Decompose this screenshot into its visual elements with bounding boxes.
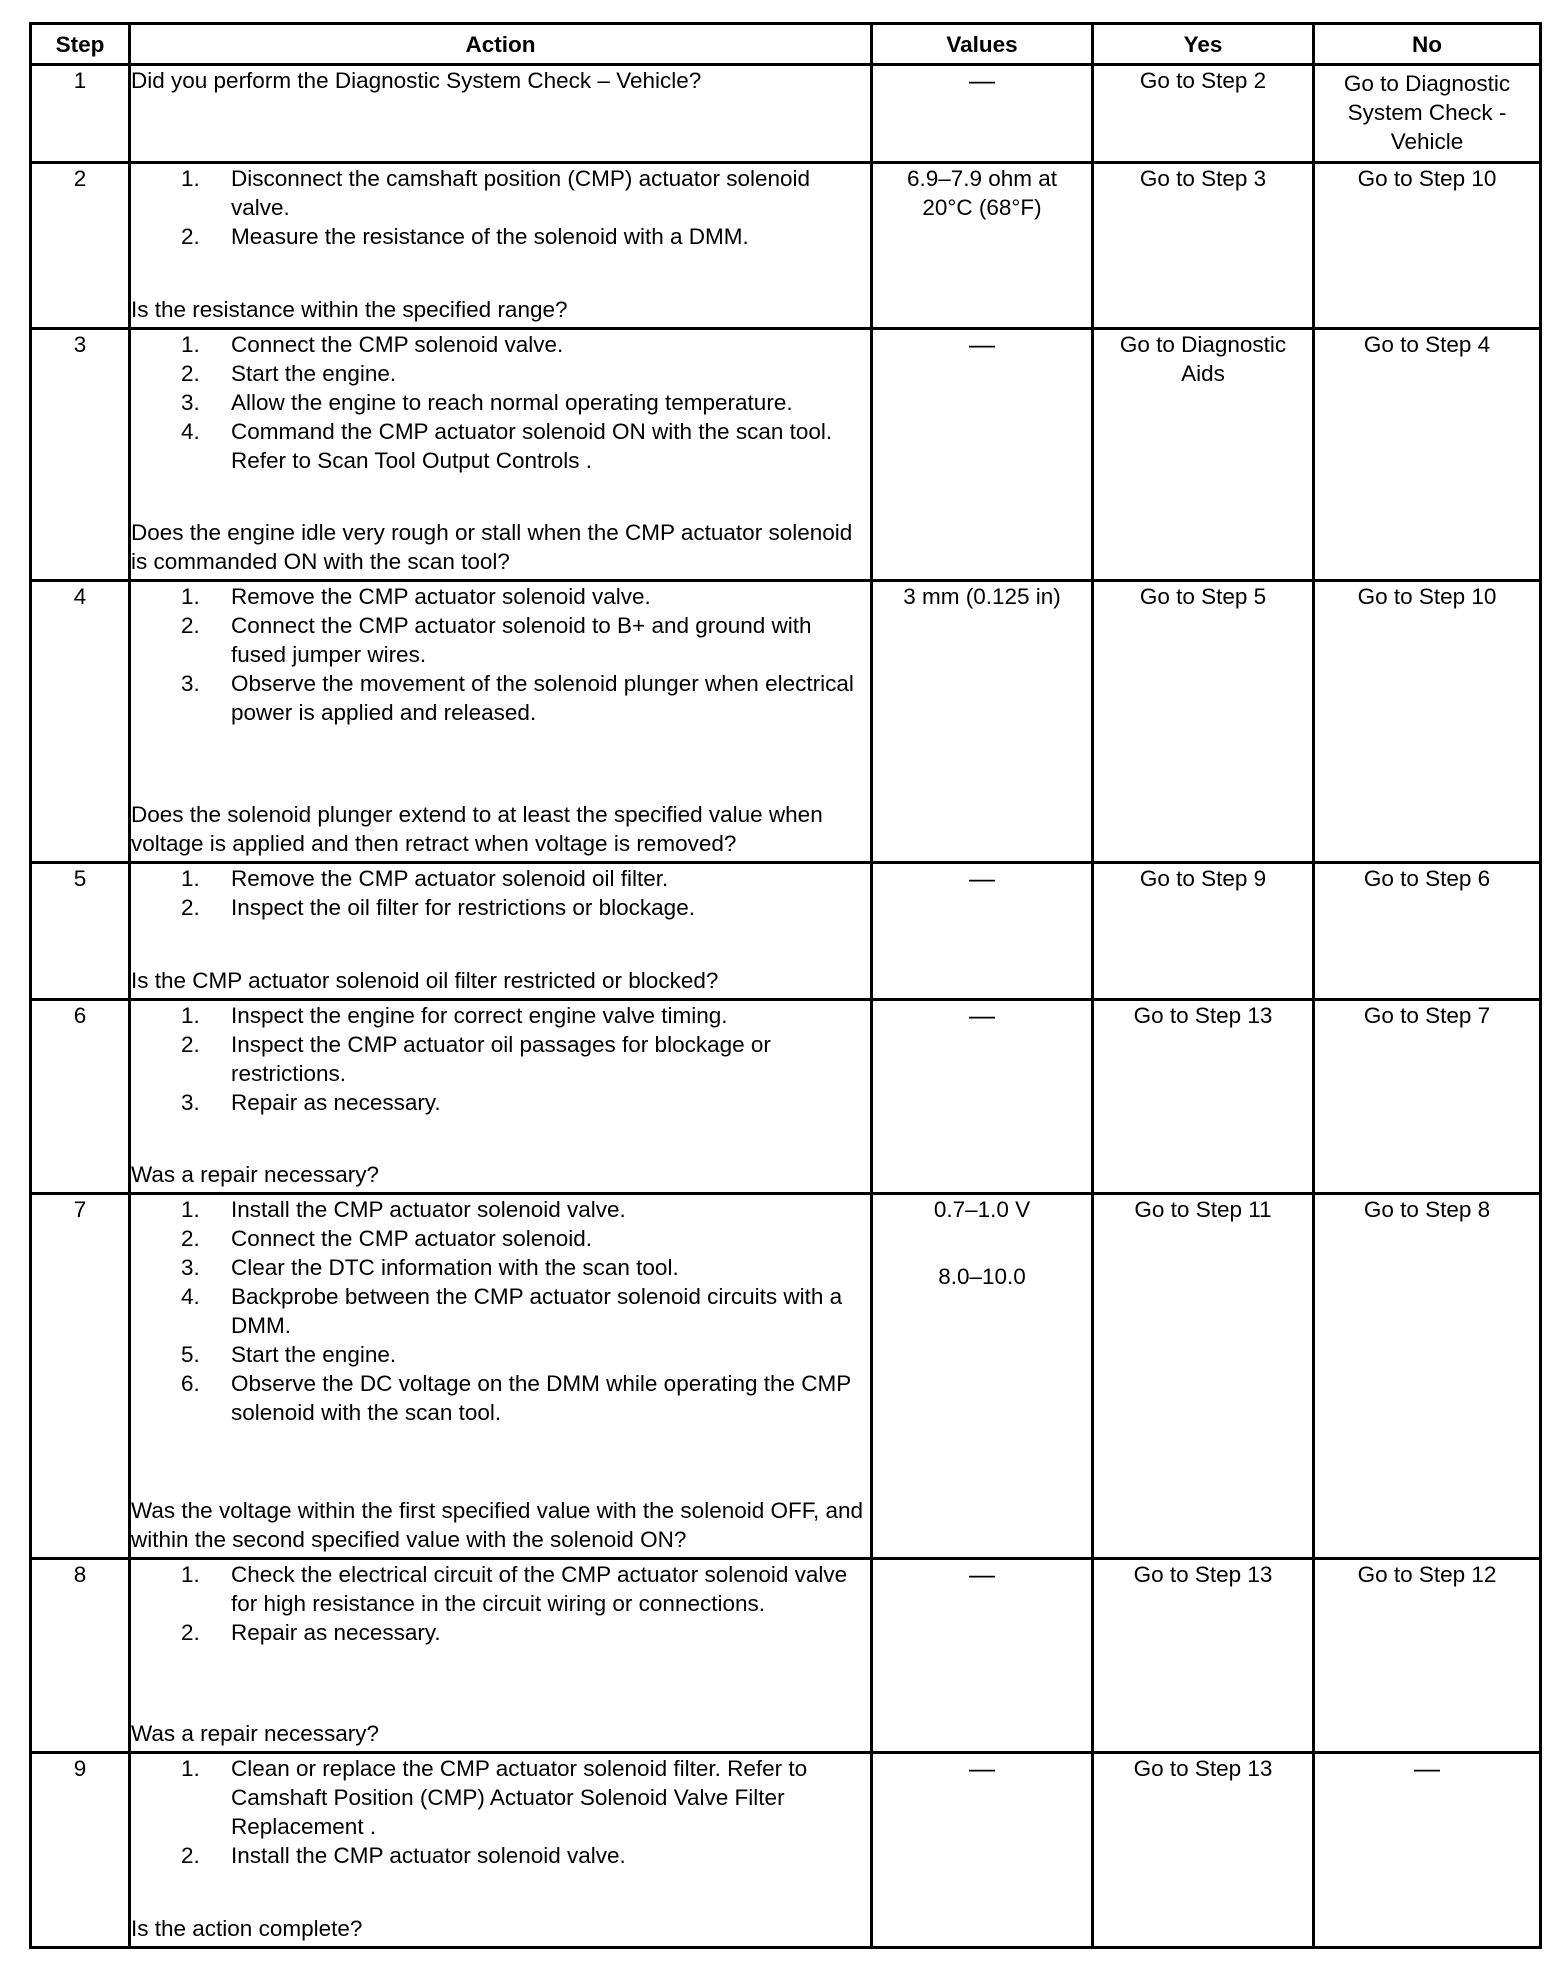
action-step	[131, 582, 870, 611]
action-step-number: 2.	[181, 1620, 200, 1645]
action-cell	[130, 1194, 872, 1559]
table-row	[31, 1000, 1541, 1194]
action-step-number: 2.	[181, 895, 200, 920]
no-result: Go to Step 10	[1314, 163, 1541, 329]
action-steps-list	[131, 1001, 870, 1117]
step-number: 3	[31, 329, 130, 581]
action-step	[131, 388, 870, 417]
action-step	[131, 1754, 870, 1841]
step-number: 7	[31, 1194, 130, 1559]
action-step-number: 3.	[181, 1255, 200, 1280]
action-step	[131, 1224, 870, 1253]
action-cell	[130, 863, 872, 1000]
action-step	[131, 330, 870, 359]
yes-result: Go to Step 2	[1093, 65, 1314, 163]
action-step-text: Command the CMP actuator solenoid ON with the scan tool. Refer to Scan Tool Output Controls .	[231, 419, 833, 473]
spec-value: —	[969, 1000, 995, 1030]
no-result: Go to Step 7	[1314, 1000, 1541, 1194]
action-step	[131, 1560, 870, 1618]
action-step-number: 2.	[181, 1226, 200, 1251]
action-step	[131, 1253, 870, 1282]
action-step-number: 1.	[181, 1197, 200, 1222]
yes-result: Go to Step 13	[1093, 1753, 1314, 1948]
action-step	[131, 1618, 870, 1647]
header-no: No	[1314, 24, 1541, 65]
action-step-number: 6.	[181, 1371, 200, 1396]
action-step-text: Remove the CMP actuator solenoid oil filter.	[231, 866, 669, 891]
action-question: Is the resistance within the specified range?	[131, 297, 568, 322]
yes-result: Go to Step 3	[1093, 163, 1314, 329]
action-step-number: 3.	[181, 1090, 200, 1115]
action-step-text: Inspect the CMP actuator oil passages for blockage or restrictions.	[231, 1032, 771, 1086]
table-row	[31, 863, 1541, 1000]
action-cell	[130, 329, 872, 581]
action-step-number: 1.	[181, 166, 200, 191]
spec-value: 8.0–10.0	[938, 1264, 1026, 1289]
action-question: Is the CMP actuator solenoid oil filter restricted or blocked?	[131, 968, 719, 993]
action-step	[131, 164, 870, 222]
spec-value: —	[969, 329, 995, 359]
table-row	[31, 65, 1541, 163]
action-step-text: Clean or replace the CMP actuator solenoid filter. Refer to Camshaft Position (CMP) Actuator Solenoid Valve Filter Replacement .	[231, 1756, 808, 1839]
values-cell	[872, 1753, 1093, 1948]
action-step-number: 1.	[181, 1756, 200, 1781]
spec-value: 6.9–7.9 ohm at 20°C (68°F)	[906, 166, 1058, 220]
no-result: Go to Step 8	[1314, 1194, 1541, 1559]
action-cell	[130, 1000, 872, 1194]
action-step-text: Remove the CMP actuator solenoid valve.	[231, 584, 651, 609]
action-step	[131, 611, 870, 669]
action-cell	[130, 1753, 872, 1948]
action-step-text: Observe the DC voltage on the DMM while operating the CMP solenoid with the scan tool.	[231, 1371, 851, 1425]
spec-value: —	[969, 1559, 995, 1589]
values-cell	[872, 581, 1093, 863]
action-question: Does the solenoid plunger extend to at least the specified value when voltage is applied and then retract when voltage is removed?	[131, 802, 823, 856]
action-step-text: Observe the movement of the solenoid plunger when electrical power is applied and released.	[231, 671, 854, 725]
action-step-number: 5.	[181, 1342, 200, 1367]
yes-result: Go to Diagnostic Aids	[1093, 329, 1314, 581]
action-step-text: Check the electrical circuit of the CMP actuator solenoid valve for high resistance in the circuit wiring or connections.	[231, 1562, 848, 1616]
action-step-text: Repair as necessary.	[231, 1090, 441, 1115]
action-step	[131, 1841, 870, 1870]
action-step-number: 3.	[181, 390, 200, 415]
spec-value: —	[969, 863, 995, 893]
action-step	[131, 1369, 870, 1427]
spec-value: —	[969, 1753, 995, 1783]
action-question: Was a repair necessary?	[131, 1162, 380, 1187]
action-step-text: Inspect the oil filter for restrictions or blockage.	[231, 895, 695, 920]
action-steps-list	[131, 1195, 870, 1427]
action-step-text: Disconnect the camshaft position (CMP) actuator solenoid valve.	[231, 166, 811, 220]
values-cell	[872, 329, 1093, 581]
yes-result: Go to Step 11	[1093, 1194, 1314, 1559]
table-row	[31, 581, 1541, 863]
header-action: Action	[130, 24, 872, 65]
action-cell	[130, 1559, 872, 1753]
action-step	[131, 1030, 870, 1088]
action-steps-list	[131, 330, 870, 475]
action-step-number: 1.	[181, 1562, 200, 1587]
action-step-text: Install the CMP actuator solenoid valve.	[231, 1843, 626, 1868]
action-step-text: Install the CMP actuator solenoid valve.	[231, 1197, 626, 1222]
action-step	[131, 417, 870, 475]
header-values: Values	[872, 24, 1093, 65]
action-steps-list	[131, 1560, 870, 1647]
action-step	[131, 669, 870, 727]
action-question: Was the voltage within the first specified value with the solenoid OFF, and within the second specified value with the solenoid ON?	[131, 1498, 864, 1552]
action-steps-list	[131, 164, 870, 251]
spec-value: 0.7–1.0 V	[933, 1197, 1031, 1222]
table-row	[31, 1194, 1541, 1559]
action-step-text: Repair as necessary.	[231, 1620, 441, 1645]
table-row	[31, 1753, 1541, 1948]
action-step-text: Measure the resistance of the solenoid with a DMM.	[231, 224, 749, 249]
values-cell	[872, 163, 1093, 329]
action-step-number: 1.	[181, 584, 200, 609]
action-step	[131, 1088, 870, 1117]
step-number: 1	[31, 65, 130, 163]
action-step-text: Connect the CMP solenoid valve.	[231, 332, 564, 357]
header-yes: Yes	[1093, 24, 1314, 65]
step-number: 4	[31, 581, 130, 863]
action-step-number: 4.	[181, 1284, 200, 1309]
no-result: Go to Diagnostic System Check - Vehicle	[1314, 65, 1541, 163]
action-step-text: Inspect the engine for correct engine valve timing.	[231, 1003, 728, 1028]
action-step-number: 2.	[181, 613, 200, 638]
action-step-number: 2.	[181, 1843, 200, 1868]
spec-value: 3 mm (0.125 in)	[903, 584, 1061, 609]
yes-result: Go to Step 13	[1093, 1559, 1314, 1753]
action-step	[131, 1195, 870, 1224]
action-step	[131, 864, 870, 893]
step-number: 2	[31, 163, 130, 329]
no-result: —	[1314, 1753, 1541, 1948]
table-row	[31, 329, 1541, 581]
step-number: 5	[31, 863, 130, 1000]
action-step	[131, 893, 870, 922]
step-number: 9	[31, 1753, 130, 1948]
action-step	[131, 359, 870, 388]
no-result: Go to Step 6	[1314, 863, 1541, 1000]
action-steps-list	[131, 864, 870, 922]
action-steps-list	[131, 1754, 870, 1870]
action-question: Was a repair necessary?	[131, 1721, 380, 1746]
action-question: Did you perform the Diagnostic System Check – Vehicle?	[131, 68, 702, 93]
action-step-text: Start the engine.	[231, 1342, 397, 1367]
action-step-text: Start the engine.	[231, 361, 397, 386]
header-row	[31, 24, 1541, 65]
table-row	[31, 1559, 1541, 1753]
no-result: Go to Step 12	[1314, 1559, 1541, 1753]
action-step	[131, 222, 870, 251]
step-number: 6	[31, 1000, 130, 1194]
values-cell	[872, 1000, 1093, 1194]
action-step-number: 4.	[181, 419, 200, 444]
action-step-text: Clear the DTC information with the scan tool.	[231, 1255, 679, 1280]
no-result: Go to Step 4	[1314, 329, 1541, 581]
action-cell	[130, 65, 872, 163]
yes-result: Go to Step 13	[1093, 1000, 1314, 1194]
values-cell	[872, 1559, 1093, 1753]
step-number: 8	[31, 1559, 130, 1753]
values-cell	[872, 65, 1093, 163]
action-step-number: 3.	[181, 671, 200, 696]
table-row	[31, 163, 1541, 329]
values-cell	[872, 1194, 1093, 1559]
header-step: Step	[31, 24, 130, 65]
no-result: Go to Step 10	[1314, 581, 1541, 863]
action-step	[131, 1282, 870, 1340]
action-step	[131, 1001, 870, 1030]
action-step-text: Backprobe between the CMP actuator solenoid circuits with a DMM.	[231, 1284, 843, 1338]
action-step-text: Connect the CMP actuator solenoid to B+ and ground with fused jumper wires.	[231, 613, 812, 667]
action-question: Does the engine idle very rough or stall when the CMP actuator solenoid is commanded ON with the scan tool?	[131, 520, 853, 574]
action-cell	[130, 581, 872, 863]
action-step-number: 1.	[181, 1003, 200, 1028]
diagnostic-table	[29, 22, 1542, 1949]
yes-result: Go to Step 9	[1093, 863, 1314, 1000]
action-step-number: 1.	[181, 332, 200, 357]
yes-result: Go to Step 5	[1093, 581, 1314, 863]
action-step-number: 2.	[181, 361, 200, 386]
action-step-text: Allow the engine to reach normal operating temperature.	[231, 390, 793, 415]
action-step-number: 2.	[181, 1032, 200, 1057]
action-step	[131, 1340, 870, 1369]
action-question: Is the action complete?	[131, 1916, 363, 1941]
action-step-text: Connect the CMP actuator solenoid.	[231, 1226, 593, 1251]
action-cell	[130, 163, 872, 329]
action-step-number: 1.	[181, 866, 200, 891]
values-cell	[872, 863, 1093, 1000]
spec-value: —	[969, 65, 995, 95]
action-steps-list	[131, 582, 870, 727]
action-step-number: 2.	[181, 224, 200, 249]
